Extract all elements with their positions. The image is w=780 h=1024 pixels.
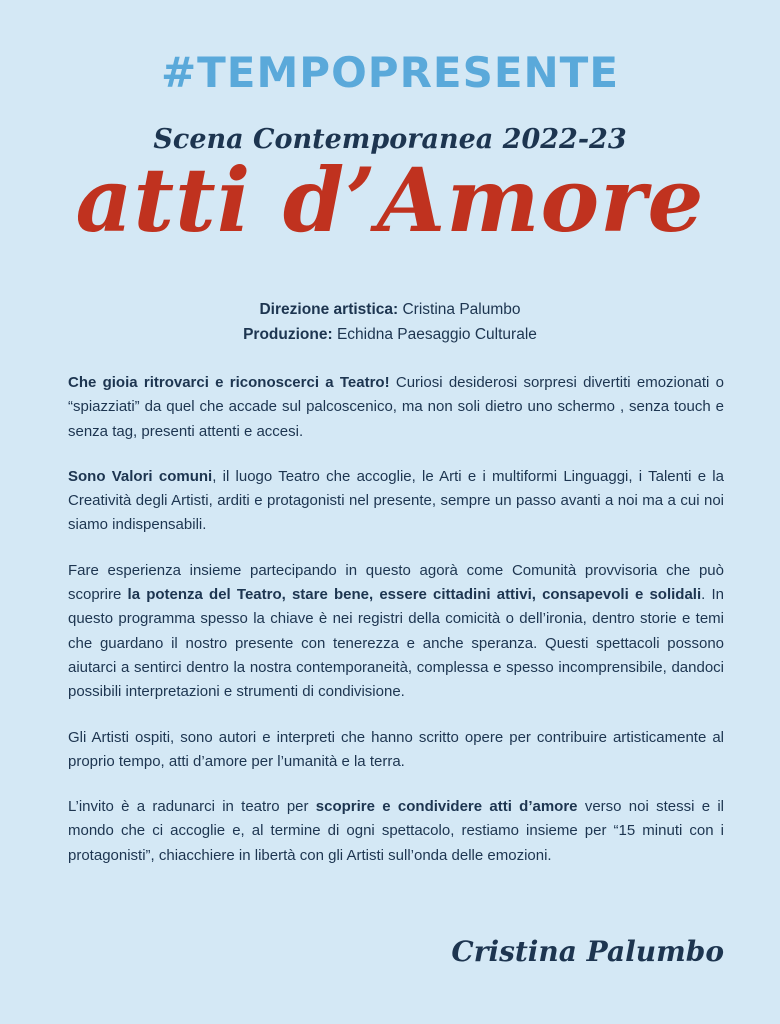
- paragraph-1-bold: Che gioia ritrovarci e riconoscerci a Teatro!: [68, 374, 390, 391]
- paragraph-3-bold: la potenza del Teatro, stare bene, essere cittadini attivi, consapevoli e solidali: [127, 586, 702, 604]
- production-value: Echidna Paesaggio Culturale: [336, 326, 537, 343]
- paragraph-2-bold: Sono Valori comuni: [68, 467, 213, 485]
- direction-label: Direzione artistica:: [259, 301, 399, 318]
- paragraph-5-text-a: L’invito è a radunarci in teatro per: [68, 798, 309, 816]
- production-label: Produzione:: [243, 326, 333, 343]
- paragraph-1-text: Curiosi desiderosi sorpresi divertiti emozionati o “spiazziati” da quel che accade sul palcoscenico, ma non soli dietro uno schermo , senza touch e senza tag, presenti attenti e accesi.: [68, 374, 724, 440]
- paragraph-5-bold: scoprire e condividere atti d’amore: [315, 798, 578, 816]
- production-line: [0, 322, 780, 347]
- paragraph-2-text: , il luogo Teatro che accoglie, le Arti e i multiformi Linguaggi, i Talenti e la Creatività degli Artisti, arditi e protagonisti nel presente, sempre un passo avanti a noi ma a cui noi siamo indispensabili.: [68, 467, 724, 534]
- paragraph-2: [68, 465, 724, 538]
- paragraph-3-text-b: . In questo programma spesso la chiave è nei registri della comicità o dell’ironia, dentro storie e temi che guardano il nostro presente con tenerezza e anche speranza. Questi spettacoli possono aiutarci a sentirci dentro la nostra contemporaneità, complessa e spesso incomprensibile, dandoci possibili interpretazioni e strumenti di condivisione.: [68, 586, 724, 701]
- paragraph-1: [68, 371, 724, 444]
- paragraph-5: [68, 795, 724, 868]
- main-title: atti d’Amore: [75, 148, 705, 252]
- credits-block: [0, 297, 780, 347]
- direction-value: Cristina Palumbo: [402, 301, 521, 318]
- hashtag-heading: #TEMPOPRESENTE: [160, 48, 620, 97]
- body-text: [68, 371, 724, 889]
- paragraph-3: [68, 559, 724, 705]
- paragraph-4-text: Gli Artisti ospiti, sono autori e interpreti che hanno scritto opere per contribuire artisticamente al proprio tempo, atti d’amore per l’umanità e la terra.: [68, 728, 724, 770]
- direction-line: [0, 297, 780, 322]
- paragraph-3-text-a: Fare esperienza insieme partecipando in questo agorà come Comunità provvisoria che può scoprire: [68, 561, 724, 604]
- signature: Cristina Palumbo: [451, 935, 724, 968]
- paragraph-5-text-b: verso noi stessi e il mondo che ci accoglie e, al termine di ogni spettacolo, restiamo insieme per “15 minuti con i protagonisti”, chiacchiere in libertà con gli Artisti sull’onda delle emozioni.: [68, 798, 724, 864]
- paragraph-4: [68, 726, 724, 775]
- season-subtitle: Scena Contemporanea 2022-23: [153, 124, 627, 155]
